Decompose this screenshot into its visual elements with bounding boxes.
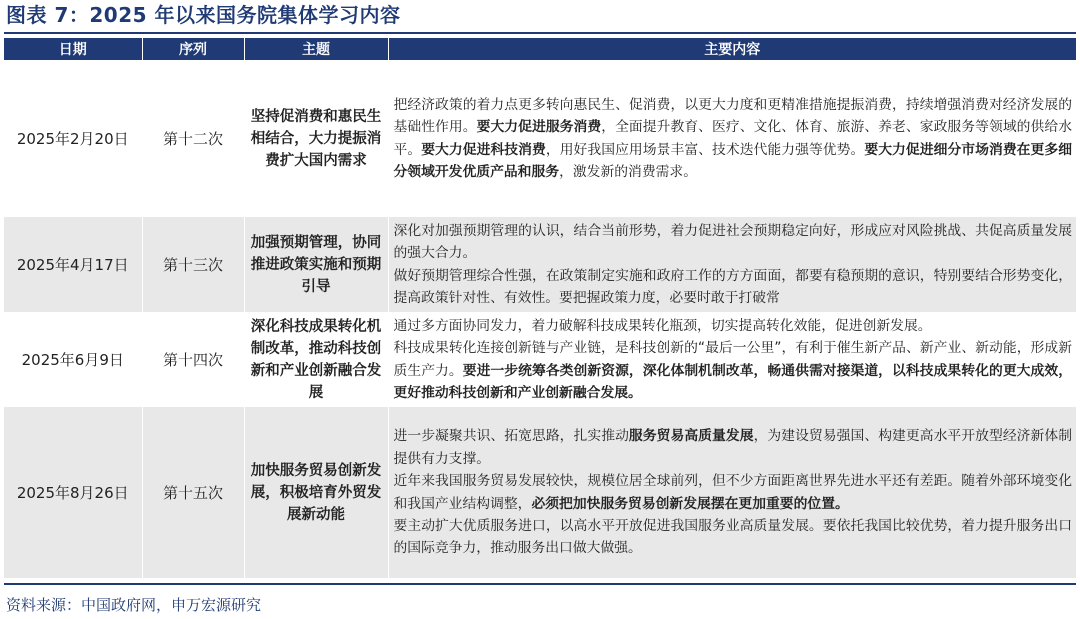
row-content (388, 217, 1076, 312)
content-text: 通过多方面协同发力，着力破解科技成果转化瓶颈，切实提高转化效能，促进创新发展。 (393, 317, 932, 334)
content-emphasis: 服务贸易高质量发展 (628, 428, 754, 445)
table-row (4, 217, 1076, 312)
content-paragraph (394, 220, 1073, 265)
content-emphasis: 要大力促进服务消费 (476, 119, 602, 136)
content-text: 科技成果转化连接创新链与产业链，是科技创新的“最后一公里”，有利于催生新产品、新产业、新动能，形成新质生产力。 (393, 340, 1072, 379)
study-sessions-table (4, 38, 1076, 578)
row-topic: 加快服务贸易创新发展，积极培育外贸发展新动能 (244, 407, 388, 578)
content-emphasis: 要大力促进细分市场消费在更多细分领域开发优质产品和服务 (393, 141, 1073, 180)
title-divider (4, 32, 1076, 34)
content-paragraph (394, 94, 1073, 184)
source-note: 资料来源：中国政府网，申万宏源研究 (6, 596, 262, 614)
row-seq: 第十四次 (142, 312, 244, 407)
row-date: 2025年4月17日 (4, 217, 142, 312)
header-seq: 序列 (142, 38, 244, 60)
row-date: 2025年2月20日 (4, 60, 142, 217)
bottom-divider (4, 583, 1076, 585)
row-date: 2025年8月26日 (4, 407, 142, 578)
table-row (4, 60, 1076, 217)
header-topic: 主题 (244, 38, 388, 60)
content-text: 把经济政策的着力点更多转向惠民生、促消费，以更大力度和更精准措施提振消费，持续增强消费对经济发展的基础性作用。 (393, 96, 1072, 136)
content-text: 进一步凝聚共识、拓宽思路，扎实推动 (393, 428, 629, 445)
content-paragraph (394, 337, 1073, 404)
header-content: 主要内容 (388, 38, 1076, 60)
table-row (4, 407, 1076, 578)
content-paragraph (394, 470, 1073, 515)
content-emphasis: 要进一步统筹各类创新资源，深化体制机制改革，畅通供需对接渠道，以科技成果转化的更大成效，更好推动科技创新和产业创新融合发展。 (393, 362, 1073, 401)
content-text: ，为建设贸易强国、构建更高水平开放型经济新体制提供有力支撑。 (393, 428, 1073, 467)
content-text: ，用好我国应用场景丰富、技术迭代能力强等优势。 (545, 141, 865, 158)
content-emphasis: 必须把加快服务贸易创新发展摆在更加重要的位置。 (531, 495, 849, 512)
header-date: 日期 (4, 38, 142, 60)
row-content (388, 407, 1076, 578)
row-date: 2025年6月9日 (4, 312, 142, 407)
content-paragraph (394, 315, 1073, 337)
content-text: ，全面提升教育、医疗、文化、体育、旅游、养老、家政服务等领域的供给水平。 (393, 119, 1073, 158)
row-seq: 第十三次 (142, 217, 244, 312)
content-emphasis: 要大力促进科技消费 (421, 141, 546, 158)
table-header-row (4, 38, 1076, 60)
row-topic: 加强预期管理，协同推进政策实施和预期引导 (244, 217, 388, 312)
content-text: 做好预期管理综合性强，在政策制定实施和政府工作的方方面面，都要有稳预期的意识，特别要结合形势变化，提高政策针对性、有效性。要把握政策力度，必要时敢于打破常 (393, 267, 1072, 306)
content-paragraph (394, 265, 1073, 310)
content-paragraph (394, 425, 1073, 470)
row-seq: 第十五次 (142, 407, 244, 578)
content-text: ，激发新的消费需求。 (559, 163, 698, 180)
row-content (388, 312, 1076, 407)
content-text: 要主动扩大优质服务进口，以高水平开放促进我国服务业高质量发展。要依托我国比较优势，着力提升服务出口的国际竞争力，推动服务出口做大做强。 (393, 517, 1072, 557)
row-content (388, 60, 1076, 217)
content-text: 深化对加强预期管理的认识，结合当前形势，着力促进社会预期稳定向好，形成应对风险挑战、共促高质量发展的强大合力。 (393, 222, 1072, 262)
row-topic: 坚持促消费和惠民生相结合，大力提振消费扩大国内需求 (244, 60, 388, 217)
figure-title: 图表 7：2025 年以来国务院集体学习内容 (6, 3, 401, 27)
row-topic: 深化科技成果转化机制改革，推动科技创新和产业创新融合发展 (244, 312, 388, 407)
content-paragraph (394, 515, 1073, 560)
content-text: 近年来我国服务贸易发展较快，规模位居全球前列，但不少方面距离世界先进水平还有差距。随着外部环境变化和我国产业结构调整， (393, 473, 1072, 512)
table-row (4, 312, 1076, 407)
row-seq: 第十二次 (142, 60, 244, 217)
